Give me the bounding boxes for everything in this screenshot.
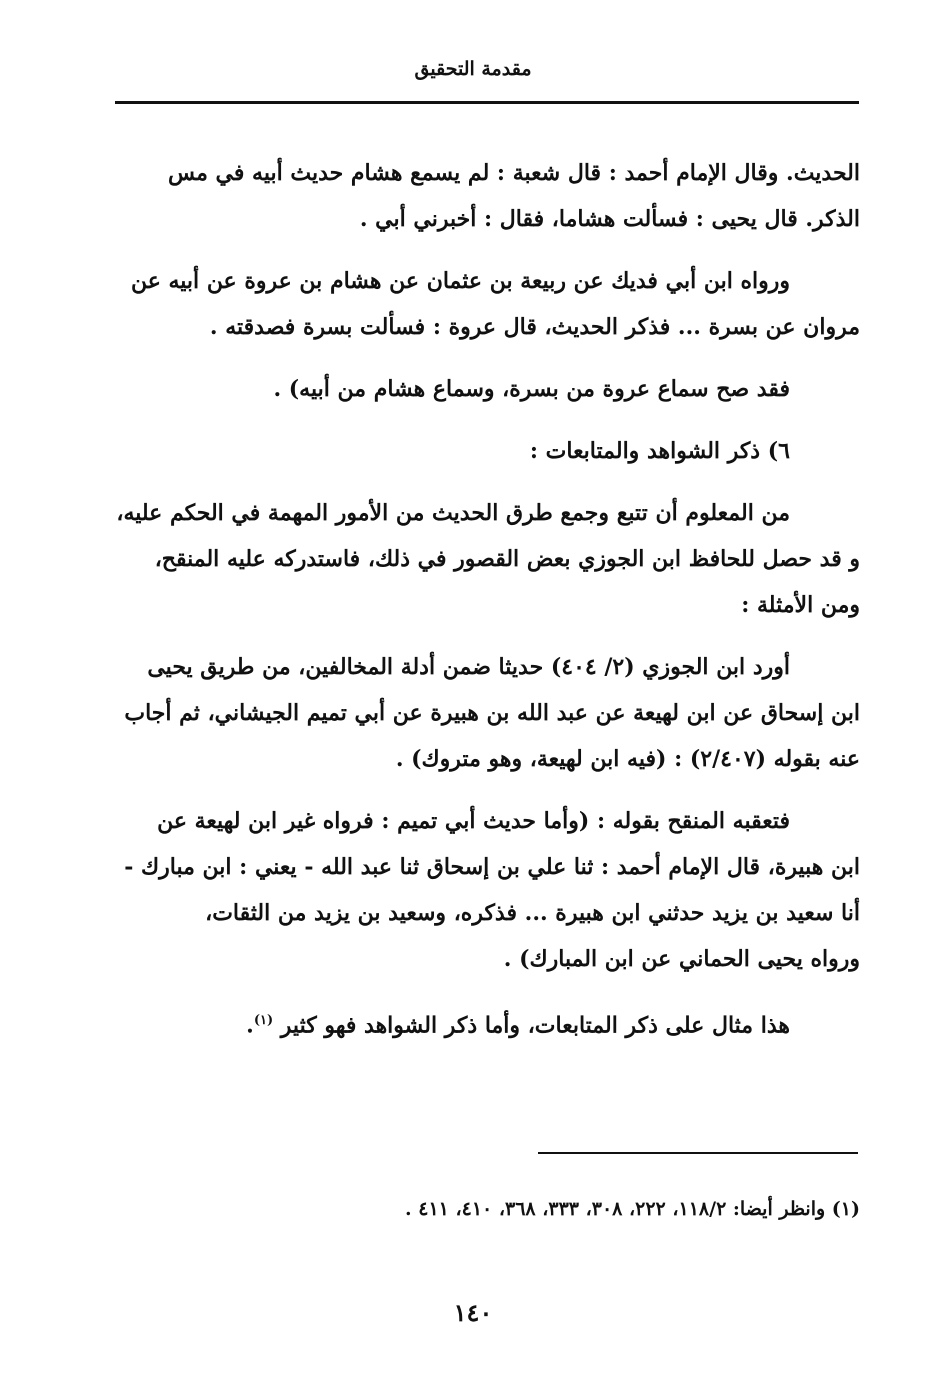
text-line: ورواه ابن أبي فديك عن ربيعة بن عثمان عن هشام بن عروة عن أبيه عن [130,268,790,294]
header-rule [115,101,859,104]
text-line: من المعلوم أن تتبع وجمع طرق الحديث من الأمور المهمة في الحكم عليه، [116,500,790,526]
text-line: الذكر. قال يحيى : فسألت هشاما، فقال : أخبرني أبي . [359,206,860,232]
paragraph-7 [110,798,860,982]
closing-paragraph [110,998,860,1048]
text-line: فتعقبه المنقح بقوله : (وأما حديث أبي تميم : فرواه غير ابن لهيعة عن [157,808,790,834]
main-text [110,150,860,1064]
text-line: الحديث. وقال الإمام أحمد : قال شعبة : لم يسمع هشام حديث أبيه في مس [168,160,860,186]
closing-end: . [246,1012,254,1039]
heading-text: ٦) ذكر الشواهد والمتابعات : [529,438,790,464]
text-line: مروان عن بسرة ... فذكر الحديث، قال عروة : فسألت بسرة فصدقته . [209,314,860,340]
text-line: ورواه يحيى الحماني عن ابن المبارك) . [503,946,860,972]
page-number: ١٤٠ [453,1298,493,1327]
footnote-rule [538,1152,858,1154]
text-line: و قد حصل للحافظ ابن الجوزي بعض القصور في ذلك، فاستدركه عليه المنقح، [154,546,860,572]
paragraph-2 [110,258,860,350]
paragraph-5 [110,490,860,628]
footnote-marker[interactable]: (١) [253,1013,274,1028]
text-line: ابن هبيرة، قال الإمام أحمد : ثنا علي بن إسحاق ثنا عبد الله - يعني : ابن مبارك - [124,854,860,880]
text-line: ومن الأمثلة : [741,592,860,618]
text-line: عنه بقوله (٢/٤٠٧) : (فيه ابن لهيعة، وهو متروك) . [395,746,860,772]
running-header: مقدمة التحقيق [414,58,532,80]
closing-text: هذا مثال على ذكر المتابعات، وأما ذكر الشواهد فهو كثير [280,1012,790,1039]
text-line: ابن إسحاق عن ابن لهيعة عن عبد الله بن هبيرة عن أبي تميم الجيشاني، ثم أجاب [124,700,860,726]
text-line: فقد صح سماع عروة من بسرة، وسماع هشام من أبيه) . [273,376,790,402]
footnote: (١) وانظر أيضا: ١١٨/٢، ٢٢٢، ٣٠٨، ٣٣٣، ٣٦٨، ٤١٠، ٤١١ . [405,1198,860,1220]
paragraph-1 [110,150,860,242]
text-line: أنا سعيد بن يزيد حدثني ابن هبيرة ... فذكره، وسعيد بن يزيد من الثقات، [205,900,860,926]
paragraph-3 [110,366,860,412]
text-line [110,998,860,1048]
text-line: أورد ابن الجوزي (٢/ ٤٠٤) حديثا ضمن أدلة المخالفين، من طريق يحيى [147,654,790,680]
paragraph-6 [110,644,860,782]
section-heading [110,428,860,474]
